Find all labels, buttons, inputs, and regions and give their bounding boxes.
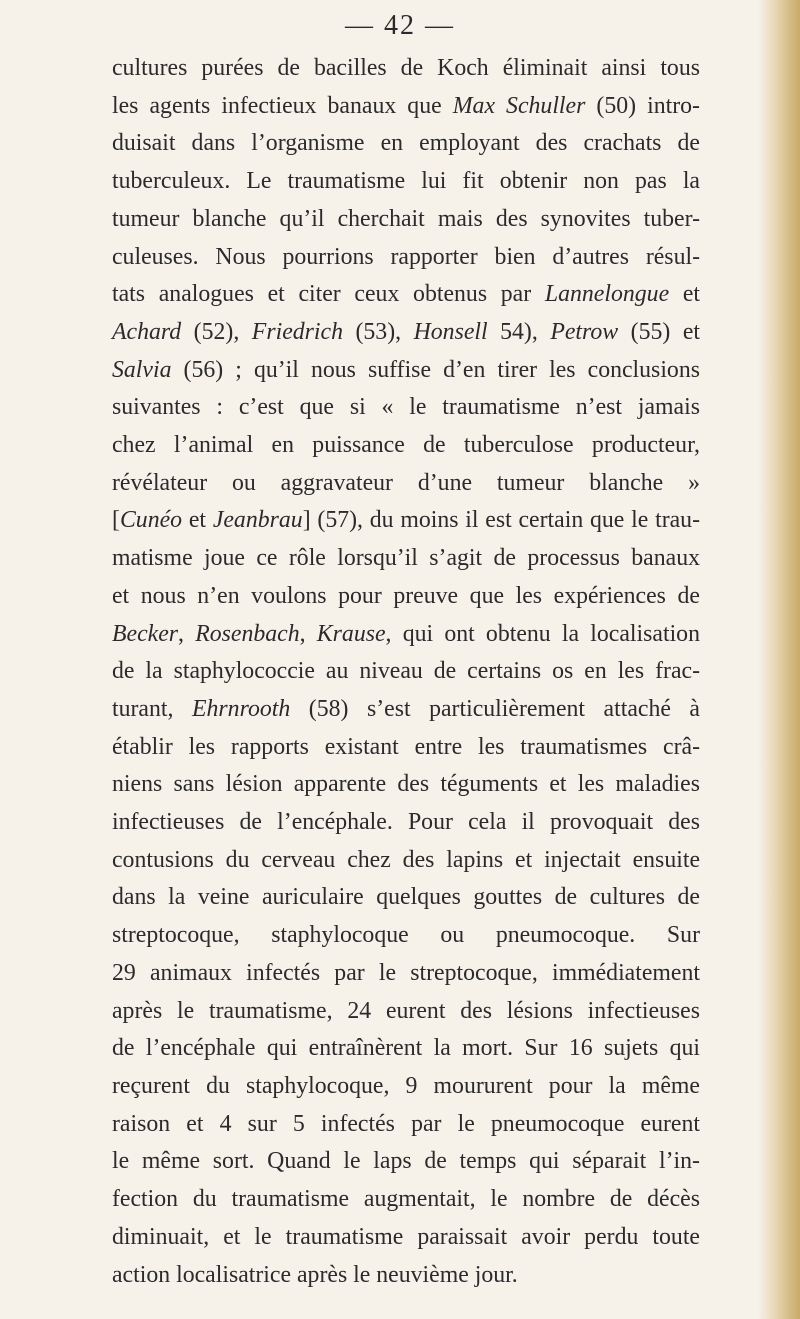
italic-name: Honsell bbox=[413, 318, 488, 345]
text-run: (50) intro- bbox=[585, 92, 700, 119]
italic-name: Max Schuller bbox=[452, 92, 586, 119]
text-run: culeuses. Nous pourrions rapporter bien d’autres résul- bbox=[112, 243, 700, 270]
italic-name: Salvia bbox=[112, 356, 172, 383]
text-run: après le traumatisme, 24 eurent des lésions infectieuses bbox=[112, 997, 700, 1024]
text-line bbox=[112, 804, 700, 842]
text-run: de l’encéphale qui entraînèrent la mort. Sur 16 sujets qui bbox=[112, 1035, 700, 1062]
text-line bbox=[112, 239, 700, 277]
italic-name: Krause bbox=[316, 620, 386, 647]
text-run: et bbox=[182, 507, 213, 534]
text-line bbox=[112, 502, 700, 540]
page-edge-shadow bbox=[758, 0, 800, 1319]
text-run: turant, bbox=[112, 695, 192, 722]
text-run: et bbox=[669, 281, 701, 308]
text-line bbox=[112, 163, 700, 201]
text-line bbox=[112, 691, 700, 729]
text-line bbox=[112, 616, 700, 654]
text-line bbox=[112, 276, 700, 314]
text-run: établir les rapports existant entre les traumatismes crâ- bbox=[112, 733, 700, 760]
text-line bbox=[112, 465, 700, 503]
text-run: fection du traumatisme augmentait, le nombre de décès bbox=[112, 1186, 700, 1213]
italic-name: Becker bbox=[112, 620, 179, 647]
text-run: (55) et bbox=[618, 318, 700, 345]
text-run: le même sort. Quand le laps de temps qui séparait l’in- bbox=[112, 1148, 700, 1175]
text-line bbox=[112, 1143, 700, 1181]
text-run: contusions du cerveau chez des lapins et injectait ensuite bbox=[112, 846, 700, 873]
text-line bbox=[112, 389, 700, 427]
text-run: duisait dans l’organisme en employant des crachats de bbox=[112, 130, 700, 157]
text-line bbox=[112, 1181, 700, 1219]
text-run: , bbox=[178, 620, 196, 647]
text-run: 29 animaux infectés par le streptocoque, immédiatement bbox=[112, 959, 700, 986]
italic-name: Ehrnrooth bbox=[191, 695, 291, 722]
text-run: de la staphylococcie au niveau de certains os en les frac- bbox=[112, 658, 700, 685]
text-run: tats analogues et citer ceux obtenus par bbox=[112, 281, 545, 308]
text-line bbox=[112, 125, 700, 163]
text-line bbox=[112, 955, 700, 993]
italic-name: Friedrich bbox=[251, 318, 343, 345]
italic-name: Rosenbach bbox=[195, 620, 300, 647]
text-run: , bbox=[299, 620, 317, 647]
text-line bbox=[112, 993, 700, 1031]
text-run: raison et 4 sur 5 infectés par le pneumocoque eurent bbox=[112, 1110, 700, 1137]
text-line bbox=[112, 1219, 700, 1257]
body-paragraph bbox=[112, 50, 700, 1294]
text-run: diminuait, et le traumatisme paraissait avoir perdu toute bbox=[112, 1223, 700, 1250]
text-run: action localisatrice après le neuvième jour. bbox=[112, 1261, 518, 1288]
text-run: révélateur ou aggravateur d’une tumeur blanche » bbox=[112, 469, 700, 496]
text-line bbox=[112, 766, 700, 804]
italic-name: Achard bbox=[112, 318, 182, 345]
text-line bbox=[112, 88, 700, 126]
text-line bbox=[112, 578, 700, 616]
text-line bbox=[112, 879, 700, 917]
text-line bbox=[112, 653, 700, 691]
page-number: — 42 — bbox=[345, 10, 455, 41]
text-run: suivantes : c’est que si « le traumatisme n’est jamais bbox=[112, 394, 700, 421]
text-run: dans la veine auriculaire quelques gouttes de cultures de bbox=[112, 884, 700, 911]
italic-name: Cunéo bbox=[119, 507, 183, 534]
text-line bbox=[112, 50, 700, 88]
text-line bbox=[112, 427, 700, 465]
text-run: et nous n’en voulons pour preuve que les expériences de bbox=[112, 582, 700, 609]
text-run: [ bbox=[112, 507, 120, 534]
text-run: (52), bbox=[181, 318, 252, 345]
text-run: 54), bbox=[487, 318, 551, 345]
text-run: tumeur blanche qu’il cherchait mais des synovites tuber- bbox=[112, 205, 700, 232]
italic-name: Lannelongue bbox=[544, 281, 670, 308]
text-run: reçurent du staphylocoque, 9 moururent pour la même bbox=[112, 1072, 700, 1099]
text-line bbox=[112, 1030, 700, 1068]
text-line bbox=[112, 842, 700, 880]
text-run: cultures purées de bacilles de Koch éliminait ainsi tous bbox=[112, 55, 700, 81]
text-line bbox=[112, 1106, 700, 1144]
text-line bbox=[112, 201, 700, 239]
text-line bbox=[112, 917, 700, 955]
text-run: matisme joue ce rôle lorsqu’il s’agit de processus banaux bbox=[112, 545, 700, 572]
text-run: , qui ont obtenu la localisation bbox=[385, 620, 700, 647]
text-run: streptocoque, staphylocoque ou pneumocoque. Sur bbox=[112, 922, 700, 949]
text-run: chez l’animal en puissance de tuberculose producteur, bbox=[112, 432, 700, 459]
text-line bbox=[112, 1068, 700, 1106]
text-line bbox=[112, 540, 700, 578]
text-run: (53), bbox=[342, 318, 414, 345]
italic-name: Petrow bbox=[550, 318, 619, 345]
text-line bbox=[112, 352, 700, 390]
text-run: (56) ; qu’il nous suffise d’en tirer les conclusions bbox=[171, 356, 700, 383]
text-run: niens sans lésion apparente des téguments et les maladies bbox=[112, 771, 700, 798]
text-line bbox=[112, 729, 700, 767]
text-run: ] (57), du moins il est certain que le trau- bbox=[302, 507, 701, 534]
italic-name: Jeanbrau bbox=[212, 507, 303, 534]
text-run: tuberculeux. Le traumatisme lui fit obtenir non pas la bbox=[112, 168, 700, 195]
text-line bbox=[112, 314, 700, 352]
text-run: (58) s’est particulièrement attaché à bbox=[290, 695, 700, 722]
text-run: les agents infectieux banaux que bbox=[112, 92, 453, 119]
text-line bbox=[112, 1257, 700, 1295]
text-run: infectieuses de l’encéphale. Pour cela il provoquait des bbox=[112, 809, 700, 836]
